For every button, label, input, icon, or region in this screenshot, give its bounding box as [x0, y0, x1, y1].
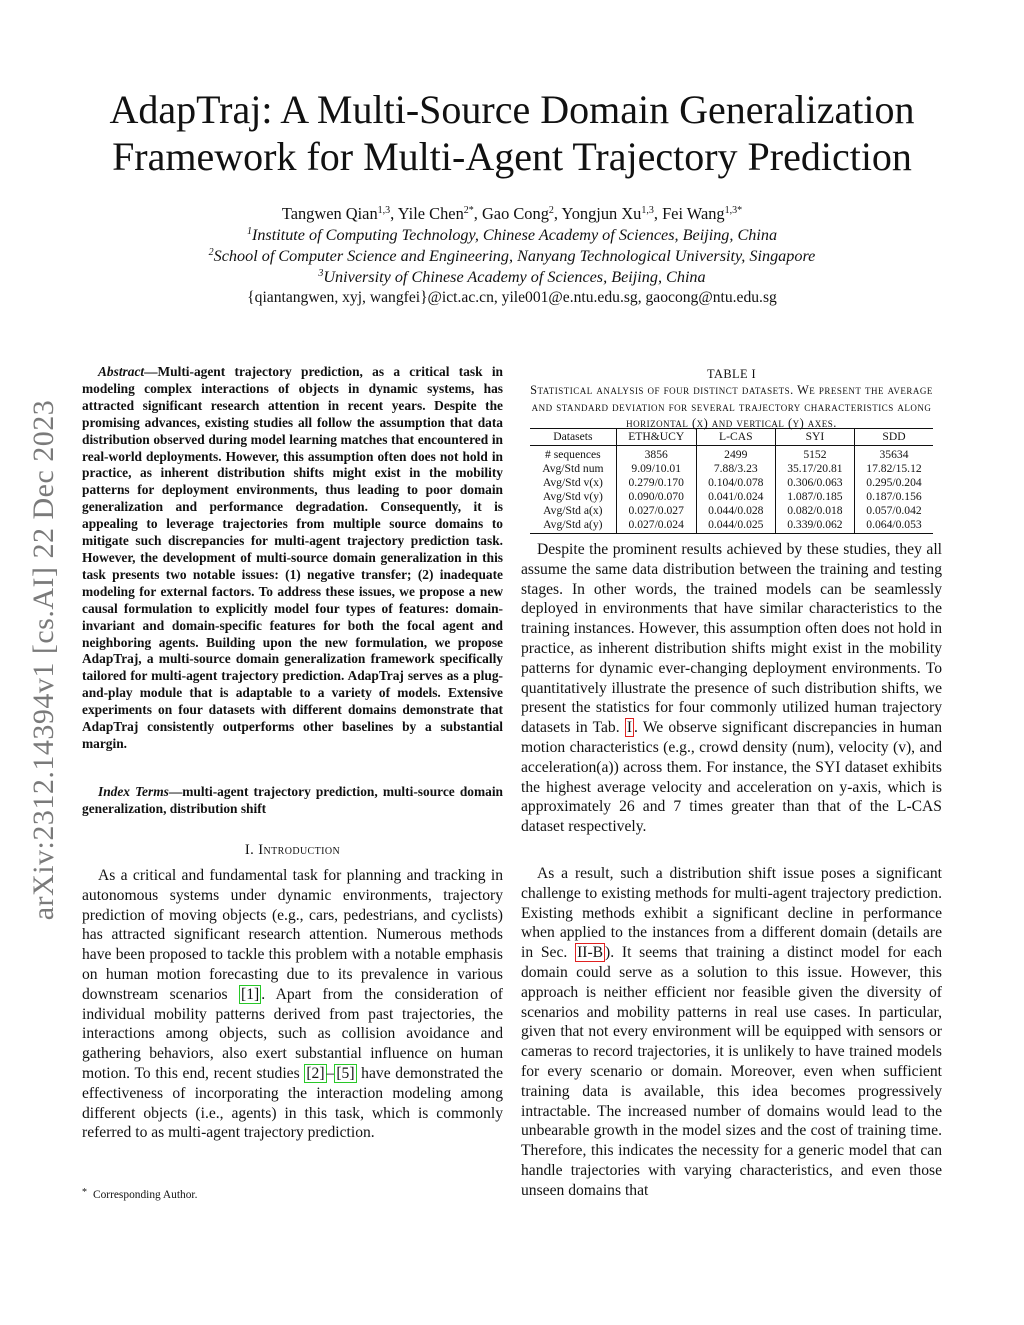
table-cell: 5152 — [775, 446, 854, 463]
table-cell: Avg/Std a(x) — [543, 504, 603, 517]
section-reference-link[interactable]: II-B — [577, 944, 604, 962]
affiliation: $^2$School of Computer Science and Engineering, Nanyang Technological University, Singapore — [208, 247, 816, 265]
table-row — [530, 490, 933, 504]
table-cell: 0.057/0.042 — [854, 504, 933, 518]
table-cell: 2499 — [696, 446, 775, 463]
abstract — [82, 364, 503, 753]
arxiv-sidebar — [0, 0, 80, 1325]
author: Yile Chen$^{2*}$, — [397, 204, 482, 223]
citation-link[interactable]: [1] — [241, 985, 260, 1003]
column-header: SDD — [854, 429, 933, 446]
citation-link[interactable]: [5] — [336, 1064, 355, 1082]
column-header: L-CAS — [696, 429, 775, 446]
table-cell: 9.09/10.01 — [616, 462, 696, 476]
author: Gao Cong$^2$, — [481, 204, 562, 223]
table-row — [530, 504, 933, 518]
table-cell: 0.339/0.062 — [775, 518, 854, 534]
table-cell: 0.090/0.070 — [616, 490, 696, 504]
author: Fei Wang$^{1,3*}$ — [662, 204, 743, 223]
table-cell: Avg/Std a(y) — [530, 518, 616, 534]
table-cell: Avg/Std v(y) — [542, 490, 603, 503]
table-cell: 3856 — [616, 446, 696, 463]
table-row — [530, 476, 933, 490]
table-cell: 0.279/0.170 — [616, 476, 696, 490]
affiliation: $^1$Institute of Computing Technology, Chinese Academy of Sciences, Beijing, China — [246, 226, 778, 244]
table-reference-link[interactable]: I — [626, 719, 633, 737]
table-caption: Statistical analysis of four distinct datasets. We present the average and standard deviation for several trajectory characteristics along horizontal (x) and vertical (y) axes. — [530, 383, 933, 431]
table-cell: 1.087/0.185 — [775, 490, 854, 504]
column-header: ETH&UCY — [616, 429, 696, 446]
table-cell: 0.044/0.028 — [696, 504, 775, 518]
arxiv-identifier: arXiv:2312.14394v1 [cs.AI] 22 Dec 2023 — [27, 399, 60, 921]
table-cell: 0.027/0.024 — [616, 518, 696, 534]
body-paragraph: As a result, such a distribution shift issue poses a significant challenge to existing methods for multi-agent trajectory prediction. Existing methods exhibit a significant decline in performance when applied to the instances from a different domain (details are in Sec. II-B ). It seems that training a distinct model for each domain could serve as a solution to this issue. However, this approach is neither efficient nor feasible given the diversity of scenarios and mobility patterns in real use cases. In particular, given that not every environment will be equipped with sensors or cameras to record trajectories, it is unlikely to have trained models for every scenario or domain. Moreover, even when sufficient training data is available, this idea becomes progressively intractable. The increased number of domains would lead to the unbearable growth in the model sizes and the cost of training time. Therefore, this indicates the necessity for a generic model that can handle trajectories with varying characteristics, and even those unseen domains that — [521, 865, 942, 1199]
table-cell: 0.044/0.025 — [696, 518, 775, 534]
table-cell: 0.027/0.027 — [616, 504, 696, 518]
index-terms-text: —multi-agent trajectory prediction, multi-source domain generalization, distribution shift — [82, 784, 503, 816]
table-cell: 0.187/0.156 — [854, 490, 933, 504]
index-terms-label: Index Terms — [98, 784, 169, 799]
table-cell: 0.306/0.063 — [775, 476, 854, 490]
column-header: Datasets — [530, 429, 616, 446]
dataset-statistics-table — [530, 428, 933, 534]
table-cell: 0.064/0.053 — [854, 518, 933, 534]
table-cell: Avg/Std num — [542, 462, 604, 475]
author: Yongjun Xu$^{1,3}$, — [561, 204, 663, 223]
table-cell: 0.104/0.078 — [696, 476, 775, 490]
table-cell: 35.17/20.81 — [775, 462, 854, 476]
table-cell: Avg/Std v(x) — [542, 476, 603, 489]
body-paragraph: Despite the prominent results achieved by these studies, they all assume the same data distribution between the training and testing stages. In other words, the trained models can be seamlessly deployed in environments that have similar characteristics to the training instances. However, this assumption often does not hold in practice, as inherent distribution shifts might exist in the mobility patterns for dynamic ever-changing deployment environments. To quantitatively illustrate the presence of such distribution shifts, we present the statistics for four commonly utilized human trajectory datasets in Tab. I . We observe significant discrepancies in human motion characteristics (e.g., crowd density (num), velocity (v), and acceleration(a)) across them. For instance, the SYI dataset exhibits the highest average velocity and acceleration on y-axis, which is approximately 26 and 7 times greater than that of the L-CAS dataset respectively. — [521, 541, 942, 836]
affiliation: $^3$University of Chinese Academy of Sciences, Beijing, China — [318, 268, 706, 286]
column-header: SYI — [775, 429, 854, 446]
table-row — [530, 446, 933, 463]
table-header-row — [530, 429, 933, 446]
table-cell: 7.88/3.23 — [696, 462, 775, 476]
intro-paragraph: As a critical and fundamental task for planning and tracking in autonomous systems under dynamic environments, trajectory prediction of moving objects (e.g., cars, pedestrians, and cyclists) has attracted significant research attention. Numerous methods have been proposed to tackle this problem with a notable emphasis on human motion forecasting due to its prevalence in various downstream scenarios [1] . Apart from the consideration of individual mobility patterns derived from past trajectories, the interactions among objects, such as collision avoidance and gathering behaviors, also exert substantial influence on human motion. To this end, recent studies [2] – [5] have demonstrated the effectiveness of incorporating the interaction modeling among different objects (i.e., agents) in this task, which is commonly referred to as multi-agent trajectory prediction. — [82, 867, 503, 1142]
table-cell: 0.295/0.204 — [854, 476, 933, 490]
author: Tangwen Qian$^{1,3}$, — [281, 204, 398, 223]
table-cell: 0.082/0.018 — [775, 504, 854, 518]
footnote: * Corresponding Author. — [82, 1187, 198, 1201]
section-heading-introduction: I. Introduction — [244, 842, 341, 858]
table-label: TABLE I — [707, 367, 756, 381]
table-cell: 35634 — [854, 446, 933, 463]
paper-title: AdapTraj: A Multi-Source Domain Generalization Framework for Multi-Agent Trajectory Prediction — [109, 87, 915, 179]
author-emails: {qiantangwen, xyj, wangfei}@ict.ac.cn, yile001@e.ntu.edu.sg, gaocong@ntu.edu.sg — [247, 289, 777, 306]
table-cell: 0.041/0.024 — [696, 490, 775, 504]
table-cell: 17.82/15.12 — [854, 462, 933, 476]
abstract-label: Abstract — [98, 364, 145, 379]
abstract-text: —Multi-agent trajectory prediction, as a critical task in modeling complex interactions of objects in dynamic systems, has attracted significant research attention in recent years. Despite the promising advances, existing studies all follow the assumption that data distribution observed during model learning matches that encountered in real-world deployments. However, this assumption often does not hold in practice, as inherent distribution shifts might exist in the mobility patterns for deployment environments, thus leading to poor domain generalization and performance degradation. Consequently, it is appealing to leverage trajectories from multiple source domains to mitigate such discrepancies for multi-agent trajectory prediction task. However, the development of multi-source domain generalization in this task presents two notable issues: (1) negative transfer; (2) inadequate modeling for external factors. To address these issues, we propose a new causal formulation to explicitly model four types of features: domain-invariant and domain-specific features for both the focal agent and neighboring agents. Building upon the new formulation, we propose AdapTraj, a multi-source domain generalization framework specifically tailored for multi-agent trajectory prediction. AdapTraj serves as a plug-and-play module that is adaptable to a variety of models. Extensive experiments on four datasets with different domains demonstrate that AdapTraj consistently outperforms other baselines by a substantial margin. — [82, 364, 503, 751]
table-row — [530, 518, 933, 534]
index-terms — [82, 784, 503, 818]
citation-link[interactable]: [2] — [306, 1064, 325, 1082]
table-row — [530, 462, 933, 476]
author-list — [60, 203, 964, 224]
table-cell: # sequences — [545, 448, 601, 461]
